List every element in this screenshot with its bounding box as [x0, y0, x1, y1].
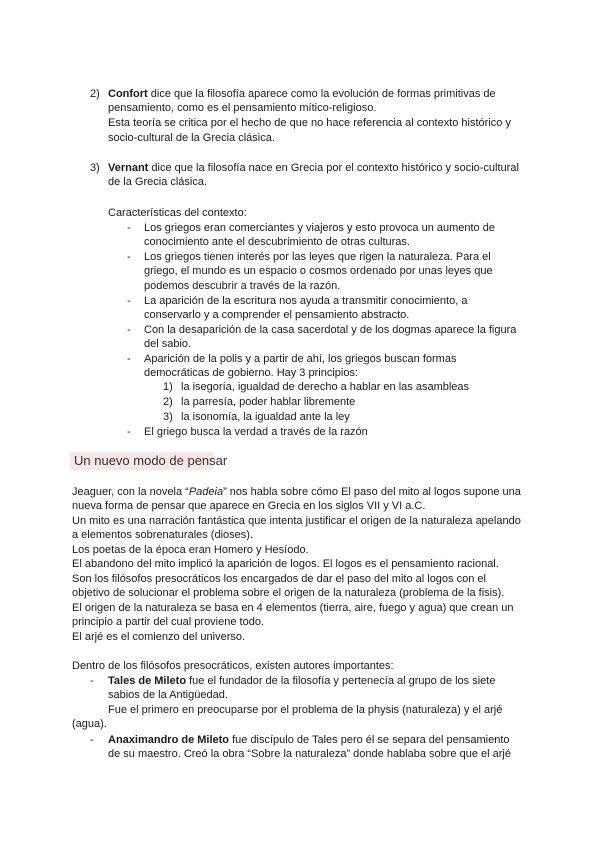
list-number-2: 2) — [90, 88, 100, 100]
context-bullet-5-line2: democráticas de gobierno. Hay 3 principios: — [144, 367, 359, 379]
principle-number-3: 3) — [163, 411, 173, 423]
principle-number-2: 2) — [163, 396, 173, 408]
bullet-dash: - — [90, 734, 94, 746]
paragraph-line: El arjé es el comienzo del universo. — [72, 631, 246, 643]
paragraph-line: a elementos sobrenaturales (dioses). — [72, 529, 253, 541]
context-bullet-2-line1: Los griegos tienen interés por las leyes que rigen la naturaleza. Para el — [144, 251, 491, 263]
context-bullet-4-line2: del sabio. — [144, 338, 192, 350]
context-bullet-3-line2: conservarlo y a comprender el pensamiento abstracto. — [144, 309, 410, 321]
principle-3: la isonomía, la igualdad ante la ley — [181, 411, 350, 423]
item2-line2: pensamiento, como es el pensamiento mítico-religioso. — [108, 102, 377, 114]
paragraph-line-1: Jeaguer, con la novela “Padeia” nos habla sobre cómo El paso del mito al logos supone una — [72, 486, 521, 498]
context-bullet-3-line1: La aparición de la escritura nos ayuda a transmitir conocimiento, a — [144, 295, 468, 307]
context-bullet-2-line3: podemos descubrir a través de la razón. — [144, 280, 341, 292]
item3-line2: de la Grecia clásica. — [108, 176, 208, 188]
context-bullet-4-line1: Con la desaparición de la casa sacerdotal y de los dogmas aparece la figura — [144, 324, 517, 336]
context-bullet-2-line2: griego, el mundo es un espacio o cosmos ordenado por unas leyes que — [144, 265, 493, 277]
paragraph-line: objetivo de solucionar el problema sobre el origen de la naturaleza (problema de la fisis). — [72, 587, 505, 599]
author-name-anaximandro: Anaximandro de Mileto — [108, 734, 230, 746]
paragraph-line: Los poetas de la época eran Homero y Hesíodo. — [72, 544, 309, 556]
paragraph-line: nueva forma de pensar que aparece en Grecia en los siglos VII y VI a.C. — [72, 500, 426, 512]
author-1-line2: sabios de la Antigüedad. — [108, 689, 228, 701]
paragraph-line: Son los filósofos presocráticos los encargados de dar el paso del mito al logos con el — [72, 573, 486, 585]
bullet-dash: - — [127, 251, 131, 263]
novel-title: Padeia — [188, 486, 224, 498]
author-1-line4: (agua). — [72, 718, 107, 730]
author-2-line2: de su maestro. Creó la obra “Sobre la naturaleza” donde hablaba sobre que el arjé — [108, 748, 511, 760]
authors-intro: Dentro de los filósofos presocráticos, existen autores importantes: — [72, 660, 394, 672]
item2-line3: Esta teoría se critica por el hecho de que no hace referencia al contexto histórico y — [108, 117, 511, 129]
author-1-line3: Fue el primero en preocuparse por el problema de la physis (naturaleza) y el arjé — [108, 704, 503, 716]
paragraph-line: Un mito es una narración fantástica que intenta justificar el origen de la naturaleza apelando — [72, 515, 521, 527]
list-number-3: 3) — [90, 162, 100, 174]
author-name-tales: Tales de Mileto — [108, 675, 187, 687]
paragraph-line: principio a partir del cual proviene todo. — [72, 616, 265, 628]
bullet-dash: - — [90, 675, 94, 687]
bullet-dash: - — [127, 222, 131, 234]
bullet-dash: - — [127, 295, 131, 307]
principle-number-1: 1) — [163, 381, 173, 393]
principle-2: la parresía, poder hablar libremente — [181, 396, 356, 408]
item3-line1: Vernant dice que la filosofía nace en Grecia por el contexto histórico y socio-cultural — [108, 162, 519, 174]
author-1-line1: Tales de Mileto fue el fundador de la filosofía y pertenecía al grupo de los siete — [108, 675, 496, 687]
context-bullet-6-line1: El griego busca la verdad a través de la razón — [144, 426, 368, 438]
bullet-dash: - — [127, 353, 131, 365]
context-title: Características del contexto: — [108, 207, 247, 219]
paragraph-line: El abandono del mito implicó la aparición de logos. El logos es el pensamiento racional. — [72, 558, 499, 570]
author-name-confort: Confort — [108, 88, 148, 100]
item2-line4: socio-cultural de la Grecia clásica. — [108, 132, 275, 144]
context-bullet-5-line1: Aparición de la polis y a partir de ahí, los griegos buscan formas — [144, 353, 457, 365]
context-bullet-1-line2: conocimiento ante el descubrimiento de otras culturas. — [144, 236, 410, 248]
bullet-dash: - — [127, 426, 131, 438]
author-2-line1: Anaximandro de Mileto fue discípulo de Tales pero él se separa del pensamiento — [108, 734, 510, 746]
paragraph-line: El origen de la naturaleza se basa en 4 elementos (tierra, aire, fuego y agua) que crean un — [72, 602, 514, 614]
principle-1: la isegoría, igualdad de derecho a hablar en las asambleas — [181, 381, 470, 393]
context-bullet-1-line1: Los griegos eran comerciantes y viajeros y esto provoca un aumento de — [144, 222, 495, 234]
section-heading: Un nuevo modo de pensar — [74, 453, 228, 468]
item2-line1: Confort dice que la filosofía aparece como la evolución de formas primitivas de — [108, 88, 496, 100]
author-name-vernant: Vernant — [108, 162, 149, 174]
bullet-dash: - — [127, 324, 131, 336]
